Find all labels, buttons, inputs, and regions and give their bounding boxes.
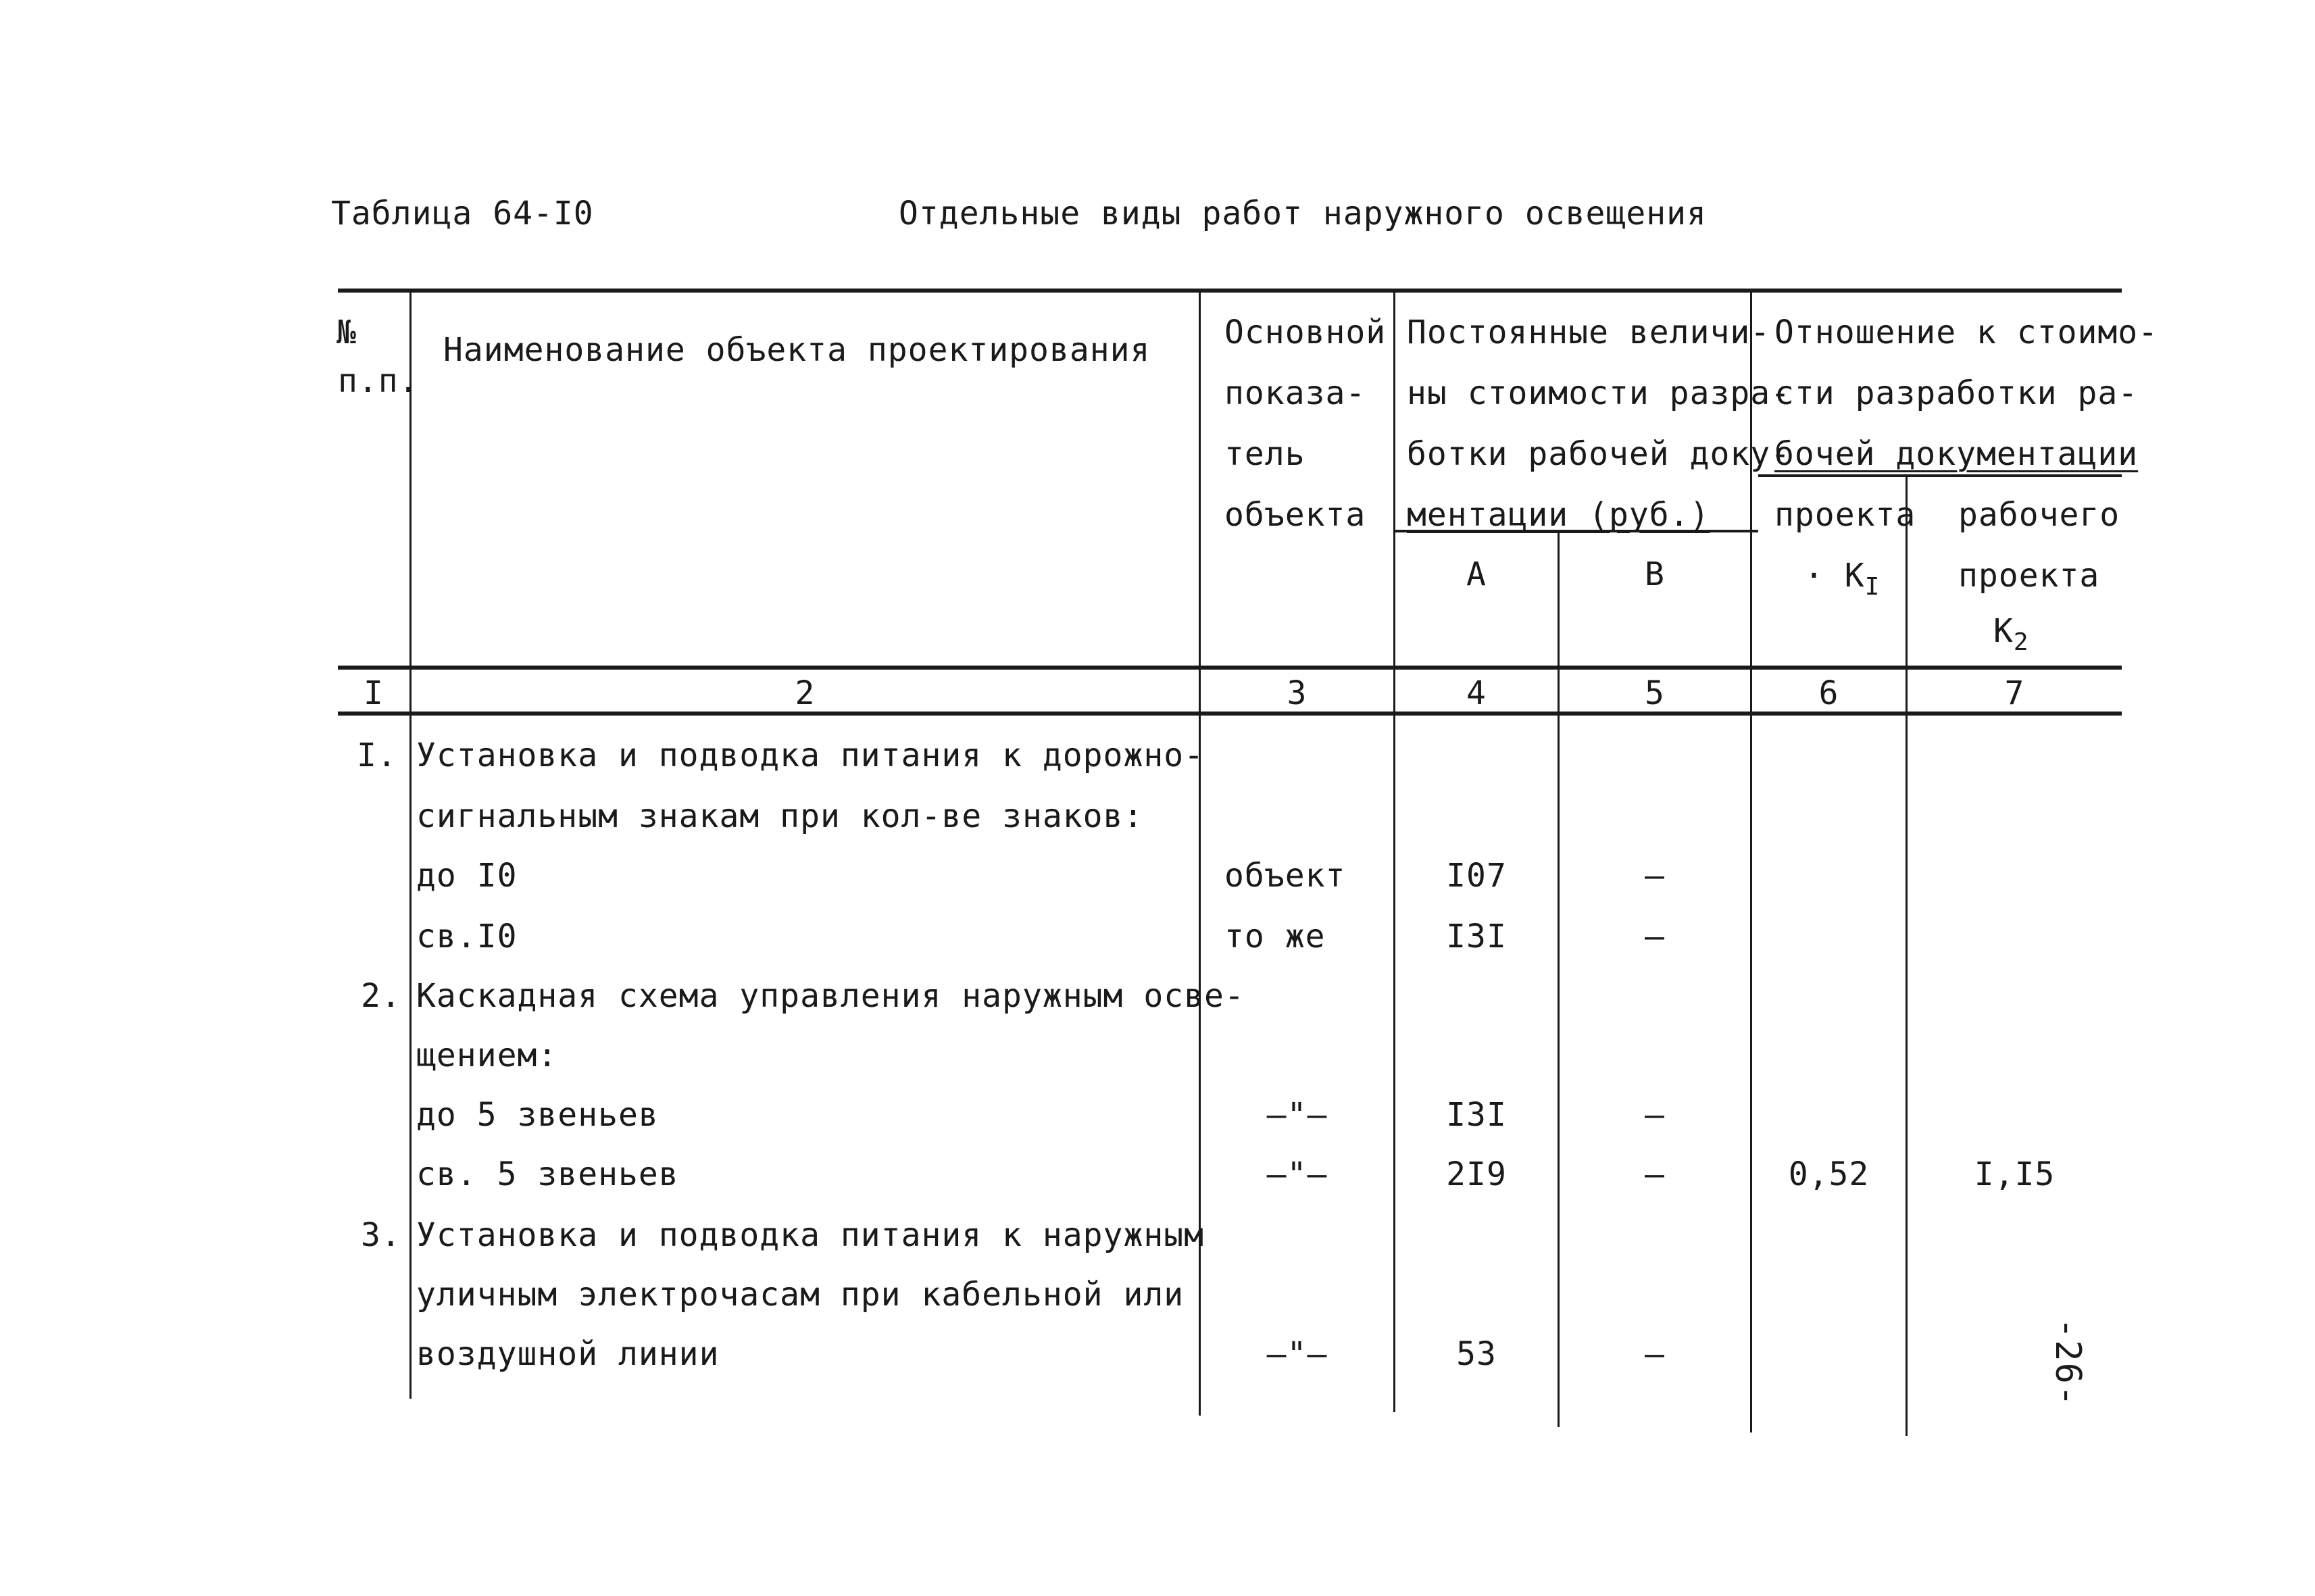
hdr-c3-line4: объекта: [1224, 496, 1366, 534]
hdr-c45-line4: ментации (руб.): [1407, 496, 1710, 534]
vline-1: [409, 291, 412, 1399]
row-c5: –: [1645, 918, 1665, 955]
row-c3: –"–: [1266, 1096, 1328, 1134]
table-number: Таблица 64-I0: [331, 195, 594, 232]
row-c7: I,I5: [1974, 1155, 2056, 1193]
hdr-c6-k: К: [1844, 557, 1865, 595]
hdr-c7-k-index: 2: [2013, 628, 2029, 656]
hdr-c6-k-index: I: [1864, 573, 1881, 601]
hdr-c7-k: К: [1993, 612, 2014, 650]
hdr-c3-line3: тель: [1224, 435, 1305, 473]
hdr-c2: Наименование объекта проектирования: [443, 331, 1151, 369]
colnum-3: 3: [1287, 674, 1308, 712]
row-c4: I07: [1446, 857, 1507, 895]
colnum-7: 7: [2004, 674, 2025, 712]
row-c4: 53: [1456, 1335, 1497, 1373]
row-c3: объект: [1224, 857, 1346, 895]
row-name: щением:: [416, 1037, 558, 1074]
colnum-2: 2: [795, 674, 816, 712]
colnum-5: 5: [1645, 674, 1665, 712]
row-c4: I3I: [1446, 918, 1507, 955]
colnum-4: 4: [1466, 674, 1487, 712]
row-c5: –: [1645, 1335, 1665, 1373]
colnum-6: 6: [1818, 674, 1839, 712]
row-c4: 2I9: [1446, 1155, 1507, 1193]
rule-c67-group: [1758, 474, 2122, 477]
hdr-c7-line2: проекта: [1958, 557, 2100, 595]
hdr-c1-line1: №: [337, 314, 357, 351]
row-name: воздушной линии: [416, 1335, 720, 1373]
hdr-c67-line2: сти разработки ра-: [1774, 374, 2139, 412]
row-c4: I3I: [1446, 1096, 1507, 1134]
hdr-c3-line2: показа-: [1224, 374, 1366, 412]
row-name: уличным электрочасам при кабельной или: [416, 1276, 1185, 1314]
hdr-c45-line2: ны стоимости разра-: [1407, 374, 1791, 412]
hdr-c45-line3: ботки рабочей доку-: [1407, 435, 1791, 473]
row-num: 3.: [361, 1216, 401, 1254]
vline-4: [1558, 532, 1560, 1427]
rule-colnum-bottom: [338, 712, 2122, 716]
row-name: св. 5 звеньев: [416, 1155, 679, 1193]
hdr-c5: В: [1645, 555, 1665, 593]
row-num: I.: [357, 737, 397, 774]
row-c3: то же: [1224, 918, 1326, 955]
row-name: Установка и подводка питания к наружным: [416, 1216, 1205, 1254]
table-title: Отдельные виды работ наружного освещения: [899, 195, 1707, 232]
hdr-c4: А: [1466, 555, 1487, 593]
hdr-c7-line1: рабочего: [1958, 496, 2120, 534]
rule-top: [338, 289, 2122, 293]
row-num: 2.: [361, 977, 401, 1015]
row-name: до I0: [416, 857, 518, 895]
rule-header-bottom: [338, 666, 2122, 670]
row-c3: –"–: [1266, 1335, 1328, 1373]
hdr-c67-line1: Отношение к стоимо-: [1774, 314, 2159, 351]
vline-6: [1906, 476, 1908, 1436]
hdr-c6-symbol: · $К_I$: [1804, 557, 1881, 601]
row-name: до 5 звеньев: [416, 1096, 659, 1134]
row-c3: –"–: [1266, 1155, 1328, 1193]
vline-3: [1393, 291, 1395, 1412]
row-name: Каскадная схема управления наружным осве-: [416, 977, 1245, 1015]
hdr-c3-line1: Основной: [1224, 314, 1387, 351]
page-number: -26-: [2047, 1318, 2088, 1408]
hdr-c6-line1: проекта: [1774, 496, 1916, 534]
colnum-1: I: [364, 674, 384, 712]
row-c5: –: [1645, 1155, 1665, 1193]
hdr-c67-line3: бочей документации: [1774, 435, 2139, 473]
row-name: Установка и подводка питания к дорожно-: [416, 737, 1205, 774]
hdr-c7-symbol: [1993, 612, 2029, 656]
row-name: сигнальным знакам при кол-ве знаков:: [416, 797, 1144, 835]
hdr-c45-line1: Постоянные величи-: [1407, 314, 1771, 351]
row-c5: –: [1645, 1096, 1665, 1134]
row-c5: –: [1645, 857, 1665, 895]
hdr-c1-line2: п.п.: [338, 362, 419, 400]
row-c6: 0,52: [1788, 1155, 1870, 1193]
row-name: св.I0: [416, 918, 518, 955]
